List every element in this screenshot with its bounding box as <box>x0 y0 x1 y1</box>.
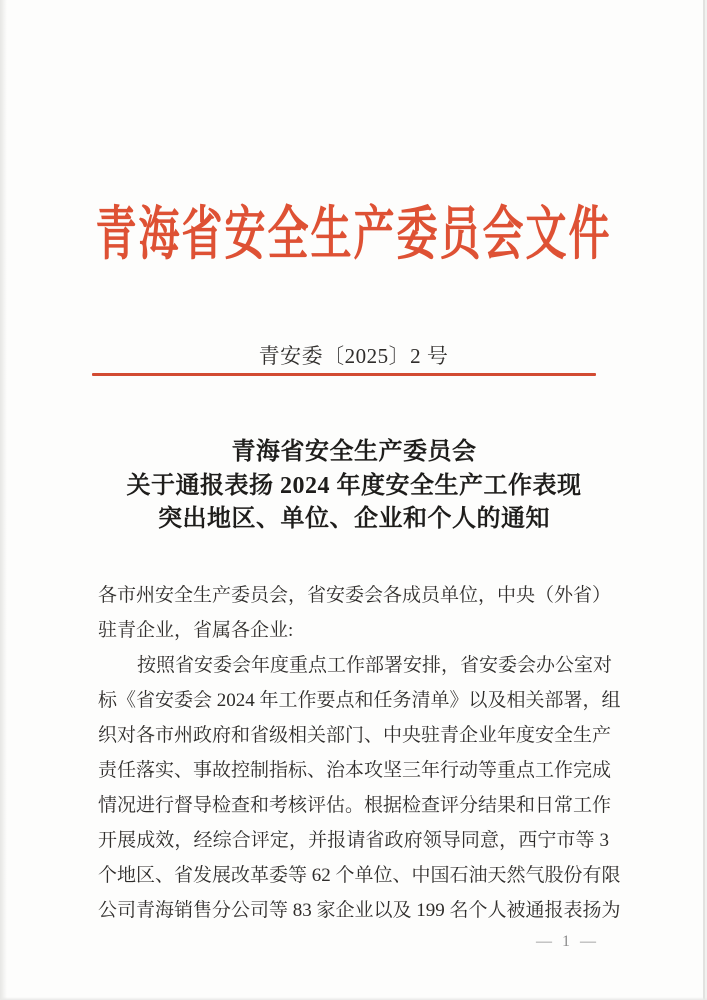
body-line: 按照省安委会年度重点工作部署安排，省安委会办公室对 <box>137 655 613 676</box>
document-title-line-3: 突出地区、单位、企业和个人的通知 <box>158 506 550 532</box>
page-number: — 1 — <box>536 933 599 950</box>
document-title-line-1: 青海省安全生产委员会 <box>231 439 477 465</box>
body-line: 情况进行督导检查和考核评估。根据检查评分结果和日常工作 <box>98 795 612 816</box>
paper-left-edge <box>0 0 7 1000</box>
body-line: 织对各市州政府和省级相关部门、中央驻青企业年度安全生产 <box>98 725 612 746</box>
document-number: 青安委〔2025〕2 号 <box>258 344 449 368</box>
body-line: 责任落实、事故控制指标、治本攻坚三年行动等重点工作完成 <box>98 760 612 781</box>
document-body <box>98 578 621 928</box>
body-line: 各市州安全生产委员会，省安委会各成员单位，中央（外省） <box>98 585 612 606</box>
agency-header-title: 青海省安全生产委员会文件 <box>95 201 612 267</box>
document-title-line-2: 关于通报表扬 2024 年度安全生产工作表现 <box>126 472 582 499</box>
body-line: 标《省安委会 2024 年工作要点和任务清单》以及相关部署，组 <box>98 690 621 711</box>
body-line: 开展成效，经综合评定，并报请省政府领导同意，西宁市等 3 <box>98 830 609 851</box>
body-line: 驻青企业，省属各企业: <box>98 620 294 641</box>
body-line: 公司青海销售分公司等 83 家企业以及 199 名个人被通报表扬为 <box>98 900 621 921</box>
red-separator-line <box>92 373 596 376</box>
document-title <box>54 436 654 537</box>
body-line: 个地区、省发展改革委等 62 个单位、中国石油天然气股份有限 <box>98 865 621 886</box>
